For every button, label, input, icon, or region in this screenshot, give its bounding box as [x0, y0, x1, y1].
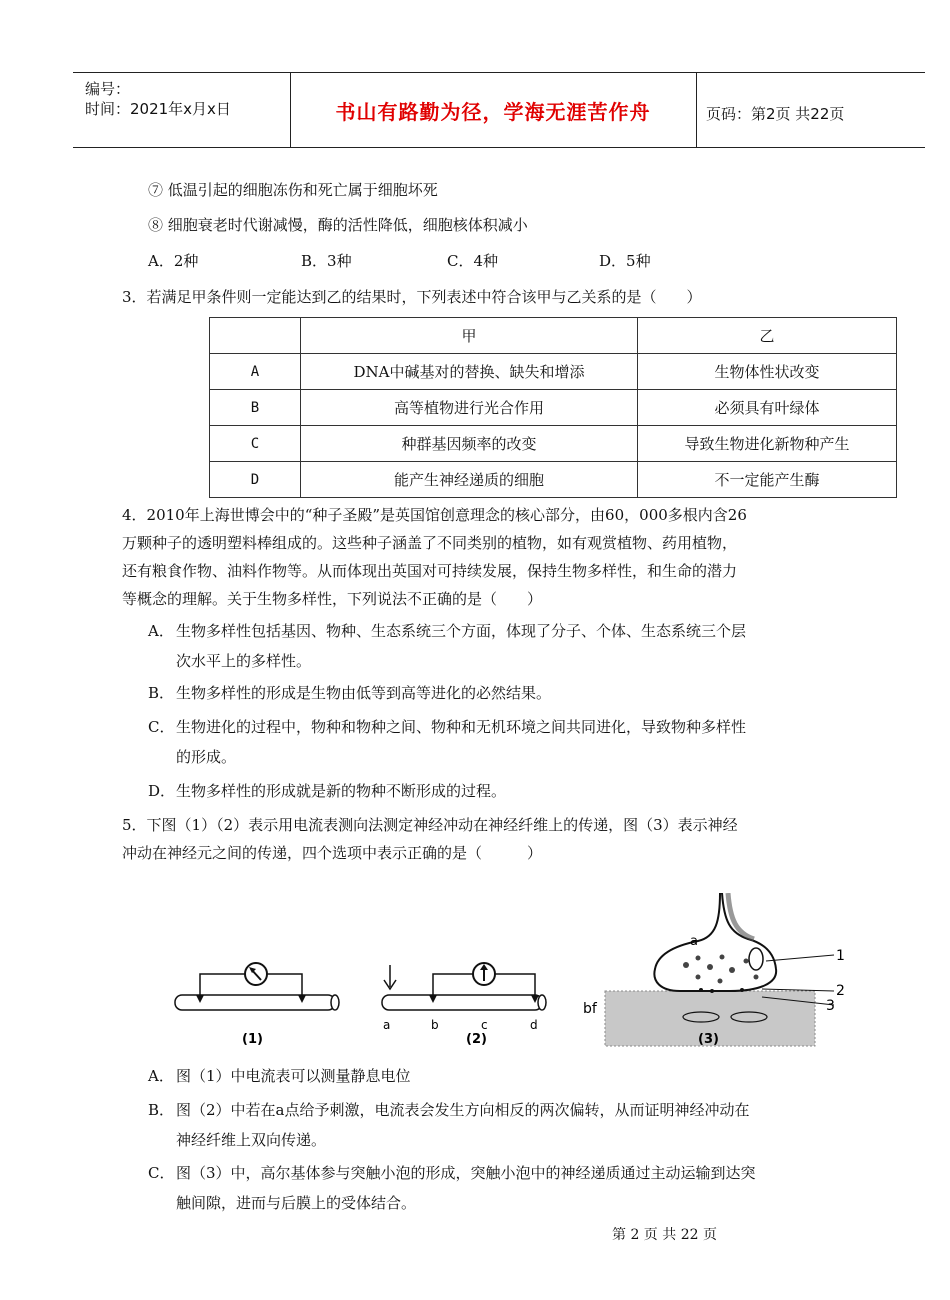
option-text: 图（2）中若在a点给予刺激，电流表会发生方向相反的两次偏转，从而证明神经冲动在 [176, 1101, 750, 1119]
table-cell: 必须具有叶绿体 [638, 390, 897, 426]
q2-option-b: B．3种 [301, 252, 352, 270]
released-transmitter [740, 988, 744, 992]
option-text-continued: 次水平上的多样性。 [176, 652, 312, 670]
nerve-fiber-end [331, 995, 339, 1010]
point-label: b [431, 1018, 439, 1032]
synaptic-vesicle [720, 955, 725, 960]
option-text: 图（3）中，高尔基体参与突触小泡的形成，突触小泡中的神经递质通过主动运输到达突 [176, 1164, 756, 1182]
header-time-label: 时间：2021年x月x日 [85, 100, 231, 118]
synaptic-vesicle [696, 956, 701, 961]
synaptic-vesicle [729, 967, 735, 973]
table-cell: 能产生神经递质的细胞 [301, 462, 638, 498]
figure-label: a [690, 934, 698, 949]
q3-table [209, 317, 897, 498]
q4-stem-line: 万颗种子的透明塑料棒组成的。这些种子涵盖了不同类别的植物，如有观赏植物、药用植物， [122, 534, 738, 552]
option-text-continued: 触间隙，进而与后膜上的受体结合。 [176, 1194, 417, 1212]
q4-stem-line: 还有粮食作物、油料作物等。从而体现出英国对可持续发展，保持生物多样性，和生命的潜力 [122, 562, 738, 580]
table-header-row [210, 318, 897, 354]
option-label: A． [148, 622, 174, 640]
table-row [210, 426, 897, 462]
table-cell: 导致生物进化新物种产生 [638, 426, 897, 462]
option-label: C． [148, 718, 175, 736]
figure-label: 1 [836, 948, 845, 964]
option-label: B． [148, 684, 175, 702]
header-meta [85, 79, 231, 119]
q5-option-b [148, 1095, 908, 1155]
nerve-conduction-figure [150, 893, 850, 1053]
table-header-cell: 乙 [638, 318, 897, 354]
q5-option-a [148, 1061, 908, 1091]
table-cell: A [210, 354, 301, 390]
q2-option-c: C．4种 [447, 252, 499, 270]
q4-option-b [148, 678, 908, 708]
option-label: B． [148, 1101, 175, 1119]
synaptic-vesicle [683, 962, 689, 968]
q4-option-a [148, 616, 908, 676]
q4-stem-line: 等概念的理解。关于生物多样性，下列说法不正确的是（ ） [122, 590, 543, 608]
figure-caption: (2) [466, 1032, 487, 1047]
q3-stem: 3．若满足甲条件则一定能达到乙的结果时，下列表述中符合该甲与乙关系的是（ ） [122, 288, 702, 306]
q4-option-d [148, 776, 908, 806]
option-text: 生物进化的过程中，物种和物种之间、物种和无机环境之间共同进化，导致物种多样性 [176, 718, 747, 736]
option-text: 图（1）中电流表可以测量静息电位 [176, 1067, 411, 1085]
table-header-cell: 甲 [301, 318, 638, 354]
option-label: A． [148, 1067, 174, 1085]
table-cell: 不一定能产生酶 [638, 462, 897, 498]
synaptic-vesicle [696, 975, 701, 980]
point-label: c [481, 1018, 488, 1032]
figure-label: 2 [836, 983, 845, 999]
point-label: d [530, 1018, 538, 1032]
figure-1 [175, 963, 339, 1047]
synaptic-vesicle [718, 979, 723, 984]
q5-stem-line: 5．下图（1）（2）表示用电流表测向法测定神经冲动在神经纤维上的传递，图（3）表示神经 [122, 816, 738, 834]
table-cell: C [210, 426, 301, 462]
table-header-cell [210, 318, 301, 354]
leader-line [766, 955, 834, 961]
table-cell: 高等植物进行光合作用 [301, 390, 638, 426]
figure-2 [382, 963, 546, 1047]
point-label: a [383, 1018, 391, 1032]
option-label: D． [148, 782, 176, 800]
table-cell: D [210, 462, 301, 498]
table-cell: 生物体性状改变 [638, 354, 897, 390]
q4-stem-line: 4．2010年上海世博会中的“种子圣殿”是英国馆创意理念的核心部分，由60，000多根内含26 [122, 506, 747, 524]
figure-label: 3 [826, 998, 835, 1014]
table-cell: 种群基因频率的改变 [301, 426, 638, 462]
q4-option-c [148, 712, 908, 772]
option-text: 生物多样性的形成是生物由低等到高等进化的必然结果。 [176, 684, 552, 702]
statement-item-7: ⑦ 低温引起的细胞冻伤和死亡属于细胞坏死 [148, 181, 438, 199]
option-text: 生物多样性的形成就是新的物种不断形成的过程。 [176, 782, 507, 800]
figure-label: bf [583, 1001, 597, 1017]
released-transmitter [710, 989, 714, 993]
nerve-fiber-end [538, 995, 546, 1010]
q5-option-c [148, 1158, 908, 1218]
table-row [210, 462, 897, 498]
option-text-continued: 的形成。 [176, 748, 237, 766]
option-label: C． [148, 1164, 175, 1182]
figure-caption: (1) [242, 1032, 263, 1047]
page-footer: 第 2 页 共 22 页 [612, 1227, 717, 1243]
table-row [210, 354, 897, 390]
figure-3 [583, 893, 845, 1047]
header-divider [696, 73, 697, 147]
option-text-continued: 神经纤维上双向传递。 [176, 1131, 327, 1149]
header-page-info: 页码：第2页 共22页 [706, 105, 845, 123]
option-text: 生物多样性包括基因、物种、生态系统三个方面，体现了分子、个体、生态系统三个层 [176, 622, 747, 640]
figure-caption: (3) [698, 1032, 719, 1047]
statement-item-8: ⑧ 细胞衰老时代谢减慢，酶的活性降低，细胞核体积减小 [148, 216, 528, 234]
synaptic-vesicle [744, 959, 749, 964]
synaptic-vesicle [707, 964, 713, 970]
q2-option-a: A．2种 [148, 252, 199, 270]
table-cell: B [210, 390, 301, 426]
q2-option-d: D．5种 [599, 252, 651, 270]
table-cell: DNA中碱基对的替换、缺失和增添 [301, 354, 638, 390]
page-header [73, 72, 925, 148]
q5-stem-line: 冲动在神经元之间的传递，四个选项中表示正确的是（ ） [122, 844, 543, 862]
nerve-fiber [382, 995, 542, 1010]
synaptic-vesicle [754, 975, 759, 980]
header-motto: 书山有路勤为径，学海无涯苦作舟 [335, 99, 651, 124]
table-row [210, 390, 897, 426]
released-transmitter [699, 988, 703, 992]
header-number-label: 编号： [85, 80, 131, 98]
